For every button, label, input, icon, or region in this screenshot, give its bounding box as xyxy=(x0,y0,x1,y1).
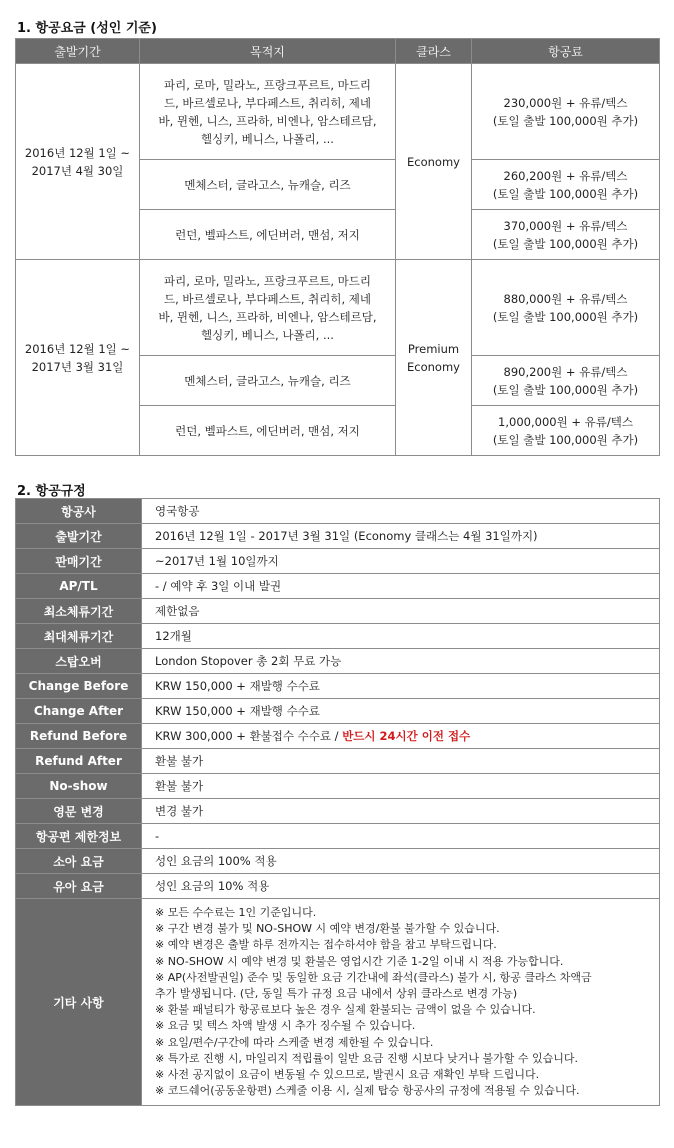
notes-row xyxy=(16,899,660,1106)
refund-deadline-highlight: 반드시 24시간 이전 접수 xyxy=(342,729,471,743)
fare-line: (토일 출발 100,000원 추가) xyxy=(492,432,639,447)
note-line: ※ 사전 공지없이 요금이 변동될 수 있으므로, 발권시 요금 재확인 부탁 드립니다. xyxy=(155,1068,540,1082)
note-line: ※ 모든 수수료는 1인 기준입니다. xyxy=(155,906,317,919)
rule-label: Refund Before xyxy=(16,724,142,749)
rule-value xyxy=(142,599,660,624)
fare-cell xyxy=(472,356,660,406)
fare-header-row xyxy=(16,39,660,64)
period-cell xyxy=(16,260,140,456)
rule-row xyxy=(16,524,660,549)
rule-label: 스탑오버 xyxy=(16,649,142,674)
rule-label: Change After xyxy=(16,699,142,724)
rule-value xyxy=(142,774,660,799)
rule-label: 최소체류기간 xyxy=(16,599,142,624)
rule-value-text: 2016년 12월 1일 - 2017년 3월 31일 (Economy 클래스는 4월 31일까지) xyxy=(155,529,538,543)
fare-line: (토일 출발 100,000원 추가) xyxy=(492,113,639,128)
note-line: ※ NO-SHOW 시 예약 변경 및 환불은 영업시간 기준 1-2일 이내 시 적용 가능합니다. xyxy=(155,954,564,968)
header-destination: 목적지 xyxy=(140,39,396,64)
rule-value-text: 환불 불가 xyxy=(155,779,204,793)
rule-value xyxy=(142,849,660,874)
fare-cell xyxy=(472,160,660,210)
destination-line: 파리, 로마, 밀라노, 프랑크푸르트, 마드리 xyxy=(164,273,371,288)
destination-line: 멘체스터, 글라고스, 뉴캐슬, 리즈 xyxy=(184,373,351,388)
class-cell xyxy=(396,64,472,260)
destination-cell xyxy=(140,260,396,356)
fare-line: 260,200원 + 유류/텍스 xyxy=(503,168,628,183)
destination-cell xyxy=(140,160,396,210)
fare-row xyxy=(16,260,660,356)
period-line: 2016년 12월 1일 ~ xyxy=(24,341,131,356)
rule-label: 소아 요금 xyxy=(16,849,142,874)
note-line: 추가 발생됩니다. (단, 동일 특가 규정 요금 내에서 상위 클라스로 변경 가능) xyxy=(155,987,518,1001)
rule-value-text: 영국항공 xyxy=(155,504,200,518)
period-line: 2017년 4월 30일 xyxy=(31,163,124,178)
note-line: ※ 환불 패널티가 항공료보다 높은 경우 실제 환불되는 금액이 없을 수 있습니다. xyxy=(155,1003,536,1017)
rule-value xyxy=(142,649,660,674)
rule-value-text: KRW 150,000 + 재발행 수수료 xyxy=(155,679,320,693)
period-line: 2016년 12월 1일 ~ xyxy=(24,145,131,160)
fare-line: (토일 출발 100,000원 추가) xyxy=(492,309,639,324)
fare-section-title: 1. 항공요금 (성인 기준) xyxy=(17,21,157,36)
rule-label: 최대체류기간 xyxy=(16,624,142,649)
fare-row xyxy=(16,64,660,160)
rule-value xyxy=(142,749,660,774)
note-line: ※ 코드쉐어(공동운항편) 스케줄 이용 시, 실제 탑승 항공사의 규정에 적용될 수 있습니다. xyxy=(155,1084,580,1098)
rule-value xyxy=(142,574,660,599)
rule-value xyxy=(142,624,660,649)
notes-cell xyxy=(142,899,660,1106)
note-line: ※ 예약 변경은 출발 하루 전까지는 접수하셔야 함을 참고 부탁드립니다. xyxy=(155,938,497,952)
note-line: ※ 구간 변경 불가 및 NO-SHOW 시 예약 변경/환불 불가할 수 있습니다. xyxy=(155,922,500,936)
rule-row xyxy=(16,824,660,849)
destination-line: 파리, 로마, 밀라노, 프랑크푸르트, 마드리 xyxy=(164,77,371,92)
fare-cell xyxy=(472,64,660,160)
destination-cell xyxy=(140,64,396,160)
rule-row xyxy=(16,749,660,774)
rule-label: 항공사 xyxy=(16,499,142,524)
destination-line: 헬싱키, 베니스, 나폴리, ... xyxy=(201,131,334,146)
rule-row xyxy=(16,499,660,524)
rule-value-text: KRW 150,000 + 재발행 수수료 xyxy=(155,704,320,718)
rule-value-text: - / 예약 후 3일 이내 발권 xyxy=(155,579,282,593)
rule-row xyxy=(16,774,660,799)
rule-value-text: 제한없음 xyxy=(155,604,200,618)
rule-row xyxy=(16,574,660,599)
rule-value xyxy=(142,524,660,549)
destination-line: 드, 바르셀로나, 부다페스트, 취리히, 제네 xyxy=(164,291,371,306)
destination-line: 멘체스터, 글라고스, 뉴캐슬, 리즈 xyxy=(184,177,351,192)
rules-section-title: 2. 항공규정 xyxy=(17,484,86,499)
rule-value xyxy=(142,874,660,899)
rule-row xyxy=(16,549,660,574)
note-line: ※ 요일/편수/구간에 따라 스케줄 변경 제한될 수 있습니다. xyxy=(155,1035,434,1049)
rule-value xyxy=(142,549,660,574)
destination-cell xyxy=(140,210,396,260)
rule-label: 출발기간 xyxy=(16,524,142,549)
rule-row xyxy=(16,649,660,674)
class-line: Premium xyxy=(407,341,460,356)
fare-line: 890,200원 + 유류/텍스 xyxy=(503,364,628,379)
rule-value xyxy=(142,724,660,749)
rule-value xyxy=(142,699,660,724)
fare-line: 230,000원 + 유류/텍스 xyxy=(503,95,628,110)
rule-row xyxy=(16,674,660,699)
rule-value-text: 환불 불가 xyxy=(155,754,204,768)
note-line: ※ AP(사전발권일) 준수 및 동일한 요금 기간내에 좌석(클라스) 불가 시, 항공 클라스 차액금 xyxy=(155,970,592,984)
rule-row xyxy=(16,849,660,874)
note-line: ※ 요금 및 텍스 차액 발생 시 추가 징수될 수 있습니다. xyxy=(155,1019,416,1033)
class-line: Economy xyxy=(407,359,460,374)
fare-line: (토일 출발 100,000원 추가) xyxy=(492,236,639,251)
rule-value-text: 성인 요금의 100% 적용 xyxy=(155,854,277,868)
rule-value xyxy=(142,674,660,699)
destination-line: 바, 뮌헨, 니스, 프라하, 비엔나, 암스테르담, xyxy=(158,113,377,128)
rule-label: 항공편 제한정보 xyxy=(16,824,142,849)
class-cell xyxy=(396,260,472,456)
rule-value xyxy=(142,824,660,849)
header-period: 출발기간 xyxy=(16,39,140,64)
header-fare: 항공료 xyxy=(472,39,660,64)
rule-value-text: KRW 300,000 + 환불접수 수수료 / xyxy=(155,729,343,743)
destination-line: 헬싱키, 베니스, 나폴리, ... xyxy=(201,327,334,342)
period-line: 2017년 3월 31일 xyxy=(31,359,124,374)
rule-row xyxy=(16,624,660,649)
rule-label: 유아 요금 xyxy=(16,874,142,899)
rule-value-text: ~2017년 1월 10일까지 xyxy=(155,554,279,568)
rule-row xyxy=(16,599,660,624)
rule-row xyxy=(16,874,660,899)
rule-label: Change Before xyxy=(16,674,142,699)
rule-label: AP/TL xyxy=(16,574,142,599)
rule-value xyxy=(142,799,660,824)
fare-cell xyxy=(472,406,660,456)
notes-label: 기타 사항 xyxy=(16,899,142,1106)
rule-value-text: London Stopover 총 2회 무료 가능 xyxy=(155,654,342,668)
fare-line: 1,000,000원 + 유류/텍스 xyxy=(498,414,633,429)
fare-line: (토일 출발 100,000원 추가) xyxy=(492,186,639,201)
note-line: ※ 특가로 진행 시, 마일리지 적립률이 일반 요금 진행 시보다 낮거나 불가할 수 있습니다. xyxy=(155,1051,578,1065)
rule-value xyxy=(142,499,660,524)
rule-label: Refund After xyxy=(16,749,142,774)
destination-line: 바, 뮌헨, 니스, 프라하, 비엔나, 암스테르담, xyxy=(158,309,377,324)
rule-value-text: 성인 요금의 10% 적용 xyxy=(155,879,270,893)
rule-label: 판매기간 xyxy=(16,549,142,574)
period-cell xyxy=(16,64,140,260)
destination-line: 런던, 벨파스트, 에딘버러, 맨섬, 저지 xyxy=(175,423,360,438)
rule-row xyxy=(16,724,660,749)
fare-table xyxy=(15,38,660,456)
fare-cell xyxy=(472,260,660,356)
class-line: Economy xyxy=(407,154,460,169)
fare-cell xyxy=(472,210,660,260)
destination-line: 런던, 벨파스트, 에딘버러, 맨섬, 저지 xyxy=(175,227,360,242)
rule-row xyxy=(16,799,660,824)
rule-value-text: - xyxy=(155,829,160,843)
fare-line: 880,000원 + 유류/텍스 xyxy=(503,291,628,306)
destination-line: 드, 바르셀로나, 부다페스트, 취리히, 제네 xyxy=(164,95,371,110)
fare-line: (토일 출발 100,000원 추가) xyxy=(492,382,639,397)
destination-cell xyxy=(140,356,396,406)
header-class: 클라스 xyxy=(396,39,472,64)
rule-row xyxy=(16,699,660,724)
fare-line: 370,000원 + 유류/텍스 xyxy=(503,218,628,233)
rules-table xyxy=(15,498,660,1106)
destination-cell xyxy=(140,406,396,456)
rule-value-text: 12개월 xyxy=(155,629,192,643)
rule-value-text: 변경 불가 xyxy=(155,804,204,818)
rule-label: 영문 변경 xyxy=(16,799,142,824)
rule-label: No-show xyxy=(16,774,142,799)
